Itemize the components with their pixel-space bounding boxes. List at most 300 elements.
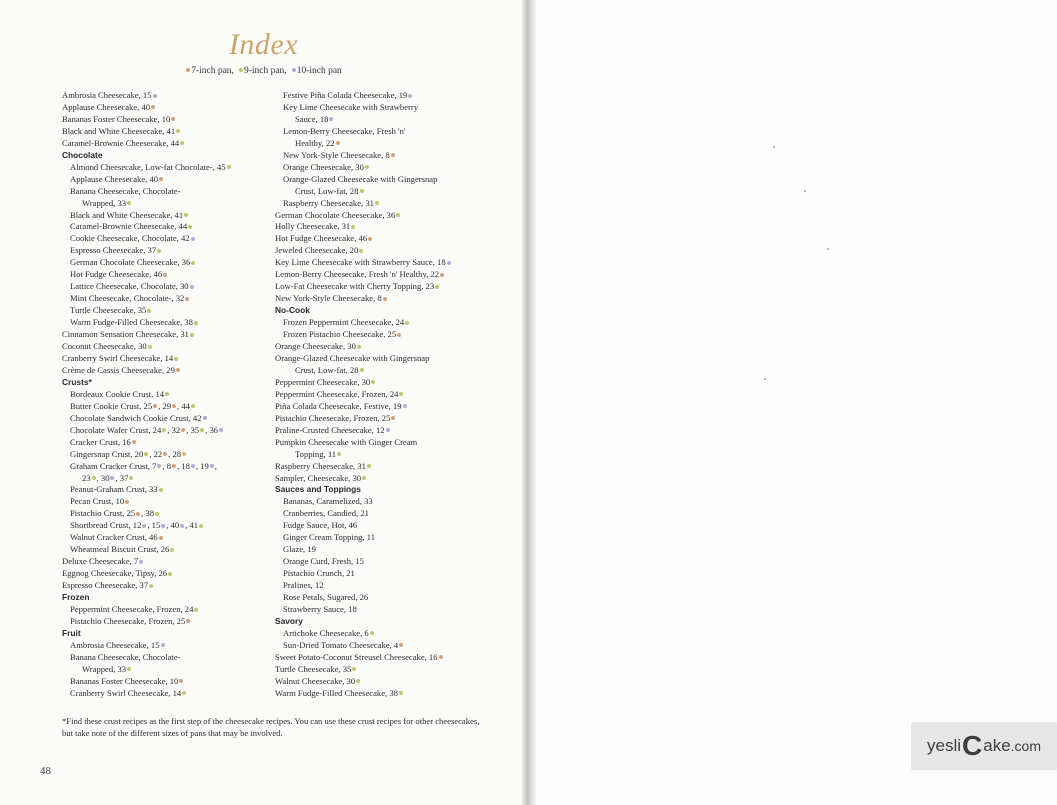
pan-size-dot-icon — [147, 309, 151, 313]
index-entry — [62, 365, 272, 377]
pan-size-dot-icon — [370, 631, 374, 635]
pan-size-dot-icon — [181, 428, 185, 432]
pan-size-legend — [0, 66, 527, 76]
pan-size-dot-icon — [174, 357, 178, 361]
index-entry-text: Mint Cheesecake, Chocolate-, 32 — [70, 293, 185, 304]
index-entry-text: Wheatmeal Biscuit Crust, 26 — [70, 544, 170, 555]
index-heading — [275, 616, 505, 628]
index-entry-text: Pralines, 12 — [283, 580, 324, 591]
index-entry — [275, 377, 505, 389]
index-entry-text: Deluxe Cheesecake, 7 — [62, 556, 139, 567]
index-entry-text: Pistachio Crust, 25 — [70, 508, 136, 519]
index-entry — [62, 449, 272, 461]
pan-size-dot-icon — [351, 225, 355, 229]
index-entry — [62, 496, 272, 508]
index-entry-text: Caramel-Brownie Cheesecake, 44 — [70, 221, 188, 232]
pan-size-dot-icon — [151, 105, 155, 109]
index-entry-text: Almond Cheesecake, Low-fat Chocolate-, 45 — [70, 161, 226, 172]
index-entry-text: , 44 — [177, 400, 190, 411]
index-entry — [275, 281, 505, 293]
index-entry — [275, 233, 505, 245]
index-entry-text: Peppermint Cheesecake, Frozen, 24 — [275, 388, 399, 399]
index-entry — [62, 461, 272, 473]
index-entry — [275, 329, 505, 341]
index-entry-text: Cinnamon Sensation Cheesecake, 31 — [62, 329, 189, 340]
pan-size-dot-icon — [132, 440, 136, 444]
pan-size-dot-icon — [185, 297, 189, 301]
index-entry-text: Pistachio Cheesecake, Frozen, 25 — [70, 615, 186, 626]
index-entry-text: Pumpkin Cheesecake with Ginger Cream — [275, 436, 418, 447]
index-entry-text: Wrapped, 33 — [82, 663, 127, 674]
index-entry — [275, 449, 505, 461]
index-entry-text: Key Lime Cheesecake with Strawberry — [283, 101, 419, 112]
index-entry — [62, 186, 272, 198]
index-heading — [62, 628, 272, 640]
watermark-text-big: C — [962, 730, 983, 761]
index-entry — [62, 664, 272, 676]
index-entry-text: Butter Cookie Crust, 25 — [70, 400, 153, 411]
legend-label: 10-inch pan — [296, 66, 342, 76]
index-entry-text: , 19 — [195, 460, 209, 471]
index-entry-text: Cranberry Swirl Cheesecake, 14 — [70, 687, 182, 698]
index-entry-text: Sauces and Toppings — [275, 484, 361, 495]
index-entry-text: Turtle Cheesecake, 35 — [275, 663, 352, 674]
index-entry — [62, 138, 272, 150]
pan-size-dot-icon — [210, 464, 214, 468]
index-entry — [62, 210, 272, 222]
pan-size-dot-icon — [375, 201, 379, 205]
pan-size-dot-icon — [159, 177, 163, 181]
index-entry-text: Cranberries, Candied, 21 — [283, 508, 369, 519]
index-entry-text: , 36 — [205, 424, 218, 435]
index-entry — [62, 389, 272, 401]
index-entry-text: Raspberry Cheesecake, 31 — [283, 197, 374, 208]
index-entry-text: Holly Cheesecake, 31 — [275, 221, 351, 232]
pan-size-dot-icon — [129, 476, 133, 480]
index-entry-text: Chocolate Sandwich Cookie Crust, 42 — [70, 412, 202, 423]
pan-size-dot-icon — [159, 536, 163, 540]
pan-size-dot-icon — [155, 512, 159, 516]
index-entry — [62, 616, 272, 628]
index-entry — [275, 198, 505, 210]
index-entry — [275, 568, 505, 580]
index-entry — [62, 604, 272, 616]
pan-size-dot-icon — [172, 464, 176, 468]
pan-size-dot-icon — [148, 345, 152, 349]
pan-size-dot-icon — [180, 524, 184, 528]
index-entry-text: Frozen Pistachio Cheesecake, 25 — [283, 329, 397, 340]
pan-size-dot-icon — [440, 273, 444, 277]
index-entry-text: Eggnog Cheesecake, Tipsy, 26 — [62, 568, 168, 579]
index-entry — [62, 198, 272, 210]
pan-size-dot-icon — [368, 237, 372, 241]
index-entry-text: 23 — [82, 472, 91, 483]
pan-size-dot-icon — [139, 560, 143, 564]
index-entry — [62, 568, 272, 580]
index-entry — [275, 102, 505, 114]
index-entry — [62, 520, 272, 532]
index-entry-text: Warm Fudge-Filled Cheesecake, 38 — [70, 317, 193, 328]
index-entry-text: , 22 — [149, 448, 163, 459]
pan-size-dot-icon — [176, 129, 180, 133]
index-entry-text: Raspberry Cheesecake, 31 — [275, 460, 366, 471]
index-entry — [62, 114, 272, 126]
pan-size-dot-icon — [386, 428, 390, 432]
index-entry-text: Orange Curd, Fresh, 15 — [283, 556, 364, 567]
index-entry — [62, 102, 272, 114]
index-entry — [275, 640, 505, 652]
index-entry — [62, 676, 272, 688]
index-entry-text: Fudge Sauce, Hot, 46 — [283, 520, 358, 531]
pan-size-dot-icon — [190, 285, 194, 289]
index-entry-text: Banana Cheesecake, Chocolate- — [70, 651, 181, 662]
legend-item — [185, 66, 234, 76]
index-entry — [62, 508, 272, 520]
pan-size-dot-icon — [163, 452, 167, 456]
pan-size-dot-icon — [356, 679, 360, 683]
index-entry-text: Fruit — [62, 627, 81, 638]
legend-item — [238, 66, 287, 76]
legend-item — [291, 66, 342, 76]
pan-size-dot-icon — [194, 321, 198, 325]
pan-size-dot-icon — [153, 94, 157, 98]
index-entry — [62, 473, 272, 485]
index-entry-text: Wrapped, 33 — [82, 197, 127, 208]
pan-size-dot-icon — [194, 608, 198, 612]
pan-size-dot-icon — [159, 488, 163, 492]
index-entry-text: Sampler, Cheesecake, 30 — [275, 472, 362, 483]
index-entry — [62, 221, 272, 233]
index-entry — [275, 532, 505, 544]
index-entry — [275, 652, 505, 664]
index-entry-text: New York-Style Cheesecake, 8 — [283, 149, 390, 160]
index-entry — [275, 186, 505, 198]
pan-size-dot-icon — [408, 94, 412, 98]
index-entry-text: Applause Cheesecake, 40 — [70, 173, 159, 184]
index-entry — [62, 580, 272, 592]
index-entry — [275, 174, 505, 186]
index-entry — [275, 138, 505, 150]
legend-dot-icon — [292, 68, 296, 72]
index-entry — [62, 293, 272, 305]
pan-size-dot-icon — [391, 416, 395, 420]
index-entry-text: German Chocolate Cheesecake, 36 — [70, 257, 191, 268]
legend-dot-icon — [186, 68, 190, 72]
index-entry — [275, 269, 505, 281]
pan-size-dot-icon — [383, 297, 387, 301]
index-entry-text: Espresso Cheesecake, 37 — [70, 245, 157, 256]
index-entry — [275, 317, 505, 329]
pan-size-dot-icon — [170, 548, 174, 552]
index-entry-text: Lemon-Berry Cheesecake, Fresh 'n' Healthy, 22 — [275, 269, 440, 280]
index-entry-text: Gingersnap Crust, 20 — [70, 448, 144, 459]
index-entry-text: Pistachio Crunch, 21 — [283, 568, 355, 579]
pan-size-dot-icon — [171, 117, 175, 121]
index-entry — [62, 317, 272, 329]
index-entry — [62, 305, 272, 317]
index-entry-text: Savory — [275, 615, 303, 626]
pan-size-dot-icon — [191, 404, 195, 408]
index-entry-text: Strawberry Sauce, 18 — [283, 603, 357, 614]
index-entry — [275, 676, 505, 688]
index-entry-text: Piña Colada Cheesecake, Festive, 19 — [275, 400, 402, 411]
watermark-text-domain: .com — [1010, 738, 1041, 754]
index-entry — [275, 664, 505, 676]
index-entry — [275, 580, 505, 592]
index-entry — [62, 353, 272, 365]
pan-size-dot-icon — [125, 500, 129, 504]
index-entry-text: , 38 — [141, 508, 155, 519]
index-entry — [62, 544, 272, 556]
index-entry-text: Peppermint Cheesecake, Frozen, 24 — [70, 603, 194, 614]
index-entry — [62, 556, 272, 568]
pan-size-dot-icon — [337, 452, 341, 456]
index-entry-text: Crème de Cassis Cheesecake, 29 — [62, 364, 175, 375]
pan-size-dot-icon — [399, 643, 403, 647]
index-entry-text: Festive Piña Colada Cheesecake, 19 — [283, 90, 408, 100]
index-entry-text: Banana Cheesecake, Chocolate- — [70, 185, 181, 196]
pan-size-dot-icon — [362, 476, 366, 480]
index-entry — [62, 257, 272, 269]
pan-size-dot-icon — [399, 392, 403, 396]
index-entry — [275, 508, 505, 520]
pan-size-dot-icon — [92, 476, 96, 480]
pan-size-dot-icon — [191, 261, 195, 265]
index-entry — [62, 652, 272, 664]
pan-size-dot-icon — [127, 201, 131, 205]
index-entry — [62, 162, 272, 174]
pan-size-dot-icon — [365, 165, 369, 169]
index-heading — [62, 592, 272, 604]
page-number: 48 — [40, 765, 51, 777]
index-entry — [275, 473, 505, 485]
index-entry — [275, 90, 505, 102]
pan-size-dot-icon — [360, 189, 364, 193]
index-entry — [275, 389, 505, 401]
pan-size-dot-icon — [439, 655, 443, 659]
index-entry-text: Cookie Cheesecake, Chocolate, 42 — [70, 233, 190, 244]
index-entry-text: Applause Cheesecake, 40 — [62, 101, 151, 112]
pan-size-dot-icon — [136, 512, 140, 516]
index-entry — [275, 592, 505, 604]
pan-size-dot-icon — [157, 464, 161, 468]
pan-size-dot-icon — [199, 524, 203, 528]
index-entry — [275, 365, 505, 377]
index-entry-text: Ambrosia Cheesecake, 15 — [70, 639, 160, 650]
index-entry — [62, 126, 272, 138]
index-entry-text: Jeweled Cheesecake, 20 — [275, 245, 359, 256]
index-entry — [275, 544, 505, 556]
pan-size-dot-icon — [219, 428, 223, 432]
pan-size-dot-icon — [162, 428, 166, 432]
pan-size-dot-icon — [161, 643, 165, 647]
index-entry-text: Bordeaux Cookie Crust, 14 — [70, 388, 165, 399]
index-entry — [275, 604, 505, 616]
index-entry — [62, 425, 272, 437]
index-entry-text: Pecan Crust, 10 — [70, 496, 125, 507]
right-page-blank — [536, 0, 1057, 805]
index-entry — [62, 640, 272, 652]
index-entry — [275, 413, 505, 425]
index-entry-text: Cracker Crust, 16 — [70, 436, 131, 447]
pan-size-dot-icon — [180, 141, 184, 145]
index-entry — [275, 437, 505, 449]
index-entry-text: Orange Cheesecake, 30 — [275, 341, 356, 352]
index-entry-text: Crust, Low-fat, 28 — [295, 364, 359, 375]
index-entry-text: German Chocolate Cheesecake, 36 — [275, 209, 396, 220]
pan-size-dot-icon — [403, 404, 407, 408]
index-entry-text: Caramel-Brownie Cheesecake, 44 — [62, 137, 180, 148]
index-entry-text: Sweet Potato-Coconut Streusel Cheesecake, 16 — [275, 651, 438, 662]
pan-size-dot-icon — [435, 285, 439, 289]
index-entry-text: Lattice Cheesecake, Chocolate, 30 — [70, 281, 189, 292]
index-entry — [275, 341, 505, 353]
index-entry-text: Coconut Cheesecake, 30 — [62, 341, 147, 352]
pan-size-dot-icon — [149, 584, 153, 588]
index-entry — [275, 293, 505, 305]
left-page — [0, 0, 527, 805]
pan-size-dot-icon — [227, 165, 231, 169]
index-entry-text: Peanut-Graham Crust, 33 — [70, 484, 158, 495]
page-title: Index — [228, 28, 299, 61]
index-entry-text: , 35 — [186, 424, 200, 435]
index-entry-text: Orange-Glazed Cheesecake with Gingersnap — [283, 173, 438, 184]
index-entry-text: Bananas Foster Cheesecake, 10 — [70, 675, 179, 686]
index-entry-text: Crust, Low-fat, 28 — [295, 185, 359, 196]
pan-size-dot-icon — [168, 572, 172, 576]
pan-size-dot-icon — [176, 368, 180, 372]
index-entry-text: Turtle Cheesecake, 35 — [70, 305, 147, 316]
index-entry-text: Espresso Cheesecake, 37 — [62, 580, 149, 591]
index-entry — [275, 150, 505, 162]
index-entry — [275, 425, 505, 437]
index-entry-text: , 40 — [166, 520, 180, 531]
index-column-right — [275, 90, 505, 700]
footnote: *Find these crust recipes as the first step of the cheesecake recipes. You can use these crust recipes for other cheesecakes, but take note of the different sizes of pans that may be involved. — [62, 716, 480, 738]
index-entry — [62, 269, 272, 281]
index-entry-text: Praline-Crusted Cheesecake, 12 — [275, 424, 385, 435]
index-entry-text: Black and White Cheesecake, 41 — [62, 125, 176, 136]
pan-size-dot-icon — [405, 321, 409, 325]
index-entry-text: Sauce, 18 — [295, 113, 329, 124]
pan-size-dot-icon — [371, 380, 375, 384]
pan-size-dot-icon — [188, 225, 192, 229]
pan-size-dot-icon — [186, 619, 190, 623]
pan-size-dot-icon — [391, 153, 395, 157]
index-entry — [62, 233, 272, 245]
pan-size-dot-icon — [360, 368, 364, 372]
pan-size-dot-icon — [397, 333, 401, 337]
index-entry — [275, 126, 505, 138]
index-entry-text: Frozen — [62, 592, 90, 603]
pan-size-dot-icon — [182, 691, 186, 695]
index-entry-text: Walnut Cracker Crust, 46 — [70, 532, 158, 543]
index-entry-text: Glaze, 19 — [283, 544, 316, 555]
index-entry — [275, 353, 505, 365]
watermark-text-pre: yesli — [926, 736, 961, 755]
index-entry — [62, 245, 272, 257]
watermark-text-post: ake — [983, 736, 1011, 755]
index-entry — [62, 281, 272, 293]
index-entry — [62, 413, 272, 425]
index-entry-text: Healthy, 22 — [295, 137, 335, 148]
pan-size-dot-icon — [179, 679, 183, 683]
pan-size-dot-icon — [191, 464, 195, 468]
index-entry-text: Chocolate — [62, 149, 103, 160]
index-entry-text: Low-Fat Cheesecake with Cherry Topping, 23 — [275, 281, 435, 292]
index-entry-text: Pistachio Cheesecake, Frozen, 25 — [275, 412, 391, 423]
index-entry — [275, 257, 505, 269]
pan-size-dot-icon — [190, 333, 194, 337]
pan-size-dot-icon — [200, 428, 204, 432]
pan-size-dot-icon — [161, 524, 165, 528]
index-entry-text: Warm Fudge-Filled Cheesecake, 38 — [275, 687, 398, 698]
index-entry-text: No-Cook — [275, 305, 310, 316]
pan-size-dot-icon — [182, 452, 186, 456]
index-entry-text: Black and White Cheesecake, 41 — [70, 209, 184, 220]
legend-dot-icon — [239, 68, 243, 72]
index-entry-text: , 37 — [115, 472, 129, 483]
index-entry-text: Ambrosia Cheesecake, 15 — [62, 90, 152, 100]
pan-size-dot-icon — [165, 392, 169, 396]
index-entry-text: Shortbread Crust, 12 — [70, 520, 142, 531]
index-entry-text: Hot Fudge Cheesecake, 46 — [70, 269, 163, 280]
index-entry-text: Crusts* — [62, 376, 92, 387]
pan-size-dot-icon — [203, 416, 207, 420]
watermark-logo — [911, 722, 1057, 770]
pan-size-dot-icon — [447, 261, 451, 265]
index-entry-text: Peppermint Cheesecake, 30 — [275, 376, 371, 387]
index-entry-text: Bananas, Caramelized, 33 — [283, 496, 373, 507]
index-entry — [275, 556, 505, 568]
index-entry-text: Frozen Peppermint Cheesecake, 24 — [283, 317, 405, 328]
index-entry — [275, 628, 505, 640]
pan-size-dot-icon — [336, 141, 340, 145]
index-entry — [275, 496, 505, 508]
index-entry — [62, 484, 272, 496]
index-entry — [62, 688, 272, 700]
pan-size-dot-icon — [399, 691, 403, 695]
index-entry — [62, 90, 272, 102]
index-entry-text: , 28 — [168, 448, 182, 459]
pan-size-dot-icon — [329, 117, 333, 121]
book-gutter — [522, 0, 536, 805]
index-entry-text: Rose Petals, Sugared, 26 — [283, 592, 369, 603]
index-entry-text: Ginger Cream Topping, 11 — [283, 532, 376, 543]
index-entry — [62, 174, 272, 186]
legend-label: 7-inch pan, — [191, 66, 234, 76]
index-entry — [275, 210, 505, 222]
index-entry-text: Key Lime Cheesecake with Strawberry Sauce, 18 — [275, 257, 446, 268]
index-entry — [275, 688, 505, 700]
pan-size-dot-icon — [357, 345, 361, 349]
index-entry-text: Hot Fudge Cheesecake, 46 — [275, 233, 368, 244]
pan-size-dot-icon — [396, 213, 400, 217]
index-heading — [275, 484, 505, 496]
index-entry — [62, 341, 272, 353]
index-entry — [275, 245, 505, 257]
pan-size-dot-icon — [144, 452, 148, 456]
pan-size-dot-icon — [153, 404, 157, 408]
index-entry-text: , 29 — [158, 400, 172, 411]
pan-size-dot-icon — [367, 464, 371, 468]
index-column-left — [62, 90, 272, 700]
pan-size-dot-icon — [184, 213, 188, 217]
index-entry — [275, 162, 505, 174]
index-entry-text: Artichoke Cheesecake, 6 — [283, 627, 369, 638]
pan-size-dot-icon — [172, 404, 176, 408]
index-entry-text: Chocolate Wafer Crust, 24 — [70, 424, 162, 435]
